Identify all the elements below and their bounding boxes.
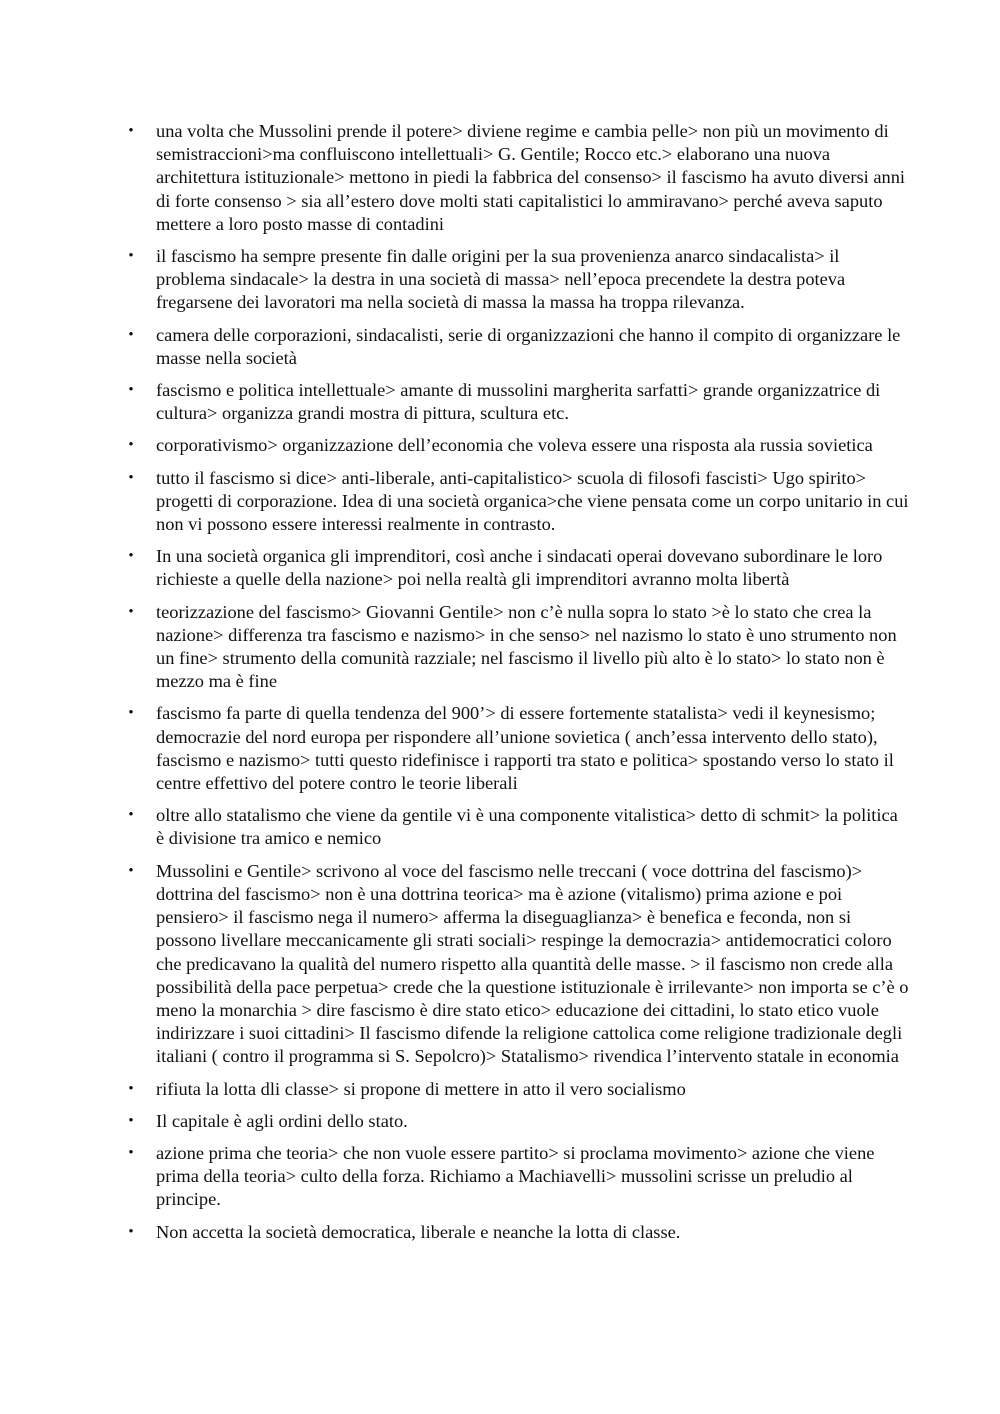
- bullet-text: Non accetta la società democratica, liberale e neanche la lotta di classe.: [156, 1221, 681, 1242]
- bullet-icon: •: [128, 123, 134, 139]
- bullet-text: oltre allo statalismo che viene da gentile vi è una componente vitalistica> detto di schmit> la politica è divisione tra amico e nemico: [156, 805, 898, 849]
- bullet-icon: •: [128, 326, 134, 343]
- bullet-text: teorizzazione del fascismo> Giovanni Gentile> non c’è nulla sopra lo stato >è lo stato che crea la nazione> differenza tra fascismo e nazismo> in che senso> nel nazismo lo stato è uno strumento non un fine> strumento della comunità razziale; nel fascismo il livello più alto è lo stato> lo stato non è mezzo ma è fine: [156, 601, 897, 692]
- bullet-text: Mussolini e Gentile> scrivono al voce del fascismo nelle treccani ( voce dottrina del fascismo)> dottrina del fascismo> non è una dottrina teorica> ma è azione (vitalismo) prima azione e poi pensiero> il fascismo nega il numero> afferma la diseguaglianza> è benefica e feconda, non si possono livellare meccanicamente gli strati sociali> respinge la democrazia> antidemocratici coloro che predicavano la qualità del numero rispetto alla quantità delle masse. > il fascismo non crede alla possibilità della pace perpetua> crede che la questione istituzionale è irrilevante> non importa se c’è o meno la monarchia > dire fascismo è dire stato etico> educazione dei cittadini, lo stato etico vuole indirizzare i suoi cittadini> Il fascismo difende la religione cattolica come religione tradizionale degli italiani ( contro il programma si S. Sepolcro)> Statalismo> rivendica l’intervento statale in economia: [156, 860, 909, 1067]
- bullet-item: [120, 324, 910, 370]
- bullet-icon: •: [128, 807, 134, 824]
- bullet-text: una volta che Mussolini prende il potere> diviene regime e cambia pelle> non più un movimento di semistraccioni>ma confluiscono intellettuali> G. Gentile; Rocco etc.> elaborano una nuova architettura istituzionale> mettono in piedi la fabbrica del consenso> il fascismo ha avuto diversi anni di forte consenso > sia all’estero dove molti stati capitalistici lo ammiravano> perché aveva saputo mettere a loro posto masse di contadini: [156, 121, 905, 234]
- bullet-item: [120, 702, 910, 795]
- bullet-icon: •: [128, 437, 134, 454]
- bullet-icon: •: [128, 862, 134, 879]
- bullet-icon: •: [128, 382, 134, 399]
- bullet-text: camera delle corporazioni, sindacalisti, serie di organizzazioni che hanno il compito di organizzare le masse nella società: [156, 324, 901, 368]
- bullet-item: [120, 601, 910, 694]
- bullet-text: azione prima che teoria> che non vuole essere partito> si proclama movimento> azione che viene prima della teoria> culto della forza. Richiamo a Machiavelli> mussolini scrisse un preludio al principe.: [156, 1142, 875, 1210]
- bullet-item: [120, 1078, 910, 1101]
- bullet-item: [120, 245, 910, 315]
- bullet-text: rifiuta la lotta dli classe> si propone di mettere in atto il vero socialismo: [156, 1078, 686, 1099]
- bullet-list: [120, 120, 910, 1253]
- bullet-text: In una società organica gli imprenditori, così anche i sindacati operai dovevano subordinare le loro richieste a quelle della nazione> poi nella realtà gli imprenditori avranno molta libertà: [156, 546, 883, 590]
- bullet-icon: •: [128, 1112, 134, 1129]
- bullet-text: tutto il fascismo si dice> anti-liberale, anti-capitalistico> scuola di filosofi fascisti> Ugo spirito> progetti di corporazione. Idea di una società organica>che viene pensata come un corpo unitario in cui non vi possono essere interessi realmente in contrasto.: [156, 467, 909, 535]
- bullet-item: [120, 1142, 910, 1212]
- bullet-text: fascismo fa parte di quella tendenza del 900’> di essere fortemente statalista> vedi il keynesismo; democrazie del nord europa per rispondere all’unione sovietica ( anch’essa intervento dello stato), fascismo e nazismo> tutti questo ridefinisce i rapporti tra stato e politica> spostando verso lo stato il centre effettivo del potere contro le teorie liberali: [156, 703, 894, 794]
- bullet-item: [120, 1221, 910, 1244]
- bullet-icon: •: [128, 603, 134, 620]
- bullet-text: fascismo e politica intellettuale> amante di mussolini margherita sarfatti> grande organizzatrice di cultura> organizza grandi mostra di pittura, scultura etc.: [156, 380, 881, 424]
- bullet-item: [120, 1110, 910, 1133]
- bullet-icon: •: [128, 1144, 134, 1161]
- bullet-icon: •: [128, 1080, 134, 1097]
- bullet-text: il fascismo ha sempre presente fin dalle origini per la sua provenienza anarco sindacalista> il problema sindacale> la destra in una società di massa> nell’epoca precendete la destra poteva fregarsene dei lavoratori ma nella società di massa la massa ha troppa rilevanza.: [156, 246, 846, 313]
- bullet-text: corporativismo> organizzazione dell’economia che voleva essere una risposta ala russia sovietica: [156, 435, 873, 456]
- bullet-text: Il capitale è agli ordini dello stato.: [156, 1110, 408, 1131]
- bullet-item: [120, 860, 910, 1069]
- bullet-item: [120, 467, 910, 537]
- bullet-item: [120, 379, 910, 425]
- bullet-icon: •: [128, 248, 134, 265]
- bullet-item: [120, 545, 910, 591]
- bullet-icon: •: [128, 548, 134, 565]
- bullet-icon: •: [128, 469, 134, 486]
- bullet-item: [120, 120, 910, 236]
- bullet-icon: •: [128, 1223, 134, 1240]
- bullet-item: [120, 804, 910, 850]
- bullet-icon: •: [128, 705, 134, 722]
- bullet-item: [120, 434, 910, 457]
